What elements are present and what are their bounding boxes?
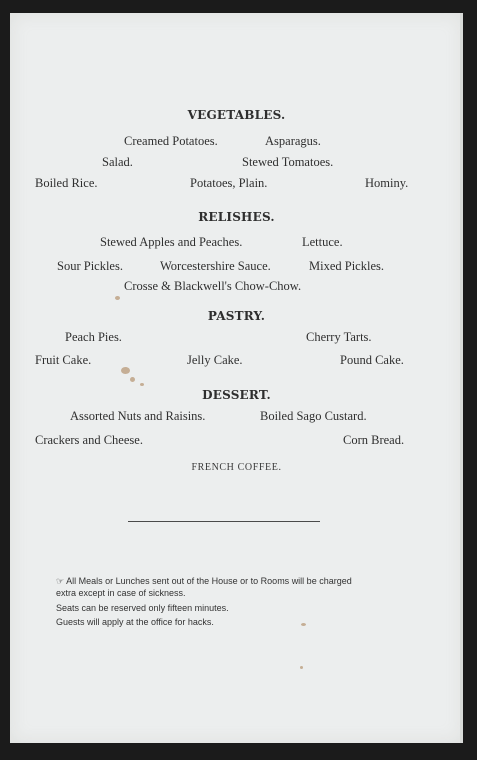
- menu-item: Fruit Cake.: [35, 353, 92, 367]
- french-coffee-line: FRENCH COFFEE.: [191, 462, 282, 473]
- foxing-stain: [140, 383, 144, 386]
- menu-item: Salad.: [102, 155, 133, 169]
- foxing-stain: [121, 367, 130, 374]
- menu-item: Boiled Sago Custard.: [260, 409, 367, 423]
- note-line: ☞ All Meals or Lunches sent out of the House or to Rooms will be charged: [56, 576, 352, 586]
- section-title-dessert: DESSERT.: [202, 388, 271, 402]
- menu-item: Sour Pickles.: [57, 259, 123, 273]
- foxing-stain: [301, 623, 306, 626]
- foxing-stain: [115, 296, 120, 300]
- menu-item: Crosse & Blackwell's Chow-Chow.: [124, 279, 302, 293]
- note-line: extra except in case of sickness.: [56, 588, 186, 598]
- menu-item: Assorted Nuts and Raisins.: [70, 409, 206, 423]
- menu-item: Corn Bread.: [343, 433, 405, 447]
- foxing-stain: [130, 377, 135, 382]
- menu-item: Creamed Potatoes.: [124, 134, 218, 148]
- menu-item: Stewed Apples and Peaches.: [100, 235, 243, 249]
- section-title-pastry: PASTRY.: [207, 309, 266, 323]
- menu-item: Lettuce.: [302, 235, 343, 249]
- note-line: Guests will apply at the office for hacks.: [56, 617, 214, 627]
- menu-item: Asparagus.: [265, 134, 321, 148]
- menu-item: Crackers and Cheese.: [35, 433, 143, 447]
- menu-item: Boiled Rice.: [35, 176, 98, 190]
- menu-item: Stewed Tomatoes.: [242, 155, 334, 169]
- menu-item: Potatoes, Plain.: [190, 176, 268, 190]
- menu-item: Peach Pies.: [65, 330, 122, 344]
- menu-item: Jelly Cake.: [187, 353, 243, 367]
- page-edge-shadow: [460, 13, 463, 743]
- section-title-vegetables: VEGETABLES.: [187, 108, 286, 122]
- menu-item: Worcestershire Sauce.: [160, 259, 271, 273]
- note-line: Seats can be reserved only fifteen minutes.: [56, 603, 229, 613]
- menu-item: Mixed Pickles.: [309, 259, 384, 273]
- menu-page: [10, 13, 463, 743]
- menu-item: Pound Cake.: [340, 353, 404, 367]
- divider-rule: [128, 521, 320, 522]
- menu-item: Hominy.: [365, 176, 409, 190]
- section-title-relishes: RELISHES.: [198, 210, 275, 224]
- menu-item: Cherry Tarts.: [306, 330, 372, 344]
- foxing-stain: [300, 666, 303, 669]
